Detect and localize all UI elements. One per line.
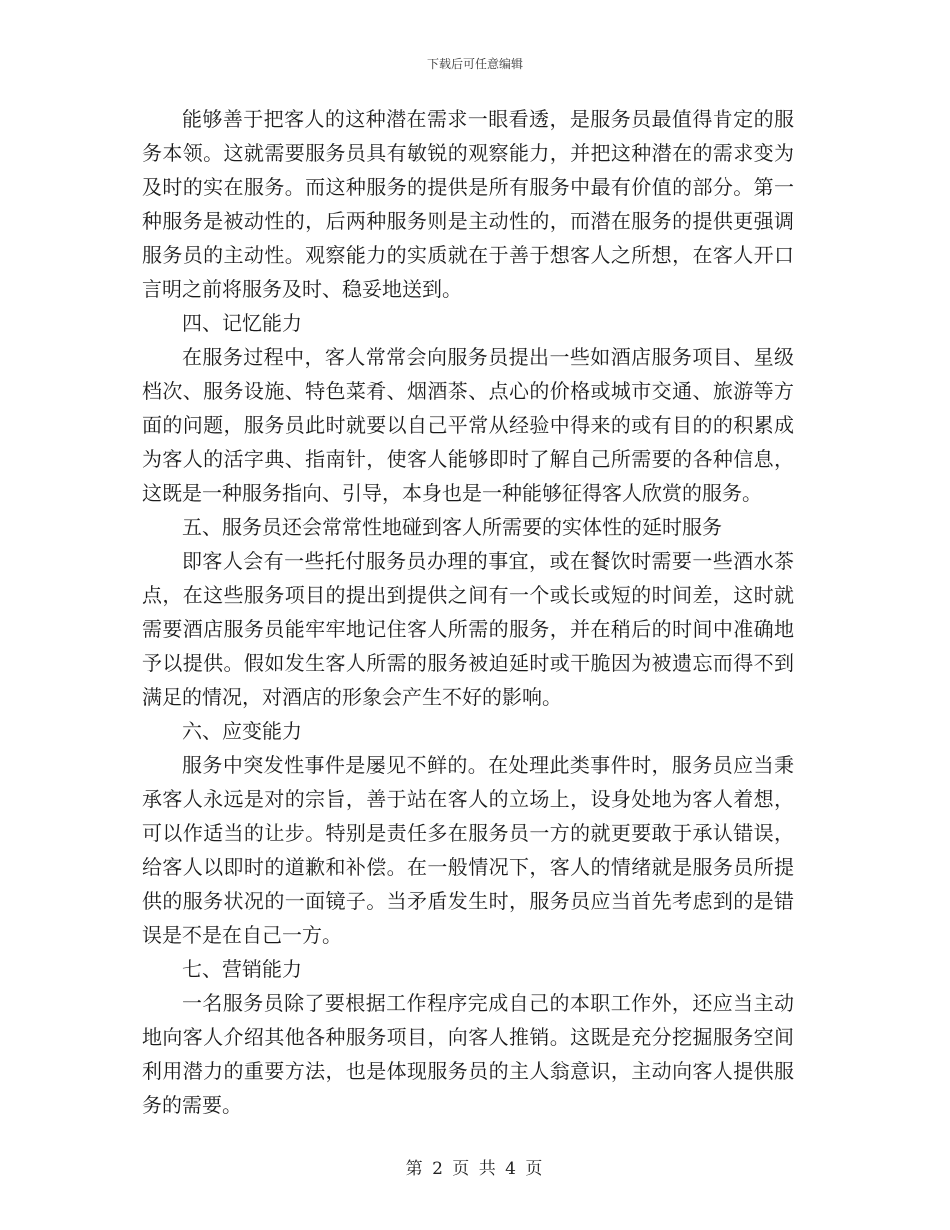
page-header: 下载后可任意编辑 — [426, 57, 523, 71]
heading-memory-ability: 四、记忆能力 — [182, 311, 302, 335]
heading-marketing-ability: 七、营销能力 — [182, 957, 302, 981]
paragraph-delayed-service: 即客人会有一些托付服务员办理的事宜，或在餐饮时需要一些酒水茶点，在这些服务项目的提出到提供之间有一个或长或短的时间差，这时就需要酒店服务员能牢牢地记住客人所需的服务，并在稍后的时间中准确地予以提供。假如发生客人所需的服务被迫延时或干脆因为被遗忘而得不到满足的情况，对酒店的形象会产生不好的影响。 — [142, 549, 794, 709]
document-body — [142, 102, 794, 1122]
paragraph-adaptability: 服务中突发性事件是屡见不鲜的。在处理此类事件时，服务员应当秉承客人永远是对的宗旨，善于站在客人的立场上，设身处地为客人着想，可以作适当的让步。特别是责任多在服务员一方的就更要敢于承认错误，给客人以即时的道歉和补偿。在一般情况下，客人的情绪就是服务员所提供的服务状况的一面镜子。当矛盾发生时，服务员应当首先考虑到的是错误是不是在自己一方。 — [142, 753, 794, 947]
paragraph-marketing-ability: 一名服务员除了要根据工作程序完成自己的本职工作外，还应当主动地向客人介绍其他各种服务项目，向客人推销。这既是充分挖掘服务空间利用潜力的重要方法，也是体现服务员的主人翁意识，主动向客人提供服务的需要。 — [142, 991, 794, 1117]
paragraph-observation-ability: 能够善于把客人的这种潜在需求一眼看透，是服务员最值得肯定的服务本领。这就需要服务员具有敏锐的观察能力，并把这种潜在的需求变为及时的实在服务。而这种服务的提供是所有服务中最有价值的部分。第一种服务是被动性的，后两种服务则是主动性的，而潜在服务的提供更强调服务员的主动性。观察能力的实质就在于善于想客人之所想，在客人开口言明之前将服务及时、稳妥地送到。 — [142, 107, 794, 301]
heading-adaptability: 六、应变能力 — [182, 719, 302, 743]
paragraph-memory-ability: 在服务过程中，客人常常会向服务员提出一些如酒店服务项目、星级档次、服务设施、特色菜肴、烟酒茶、点心的价格或城市交通、旅游等方面的问题，服务员此时就要以自己平常从经验中得来的或有目的的积累成为客人的活字典、指南针，使客人能够即时了解自己所需要的各种信息，这既是一种服务指向、引导，本身也是一种能够征得客人欣赏的服务。 — [142, 345, 794, 505]
heading-delayed-service: 五、服务员还会常常性地碰到客人所需要的实体性的延时服务 — [182, 515, 722, 539]
page-number: 第 2 页 共 4 页 — [405, 1159, 545, 1179]
